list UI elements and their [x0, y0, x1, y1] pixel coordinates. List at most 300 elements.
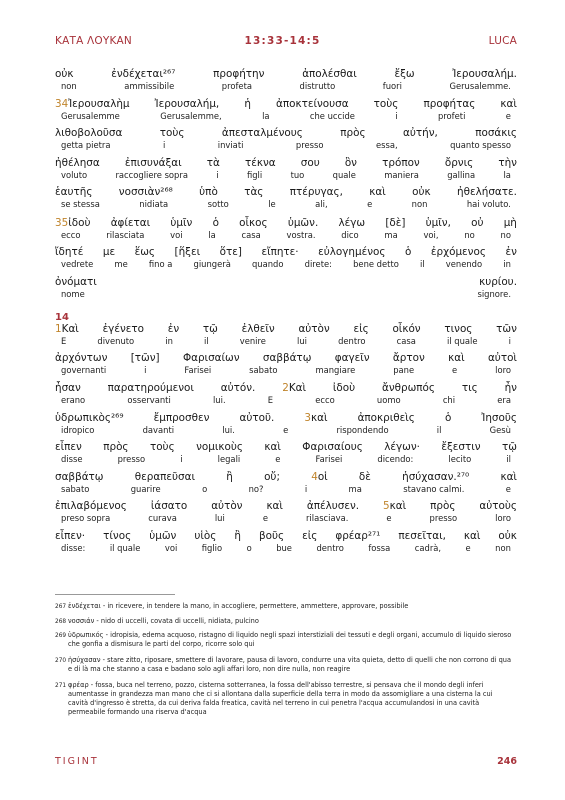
italian-word: voi	[170, 230, 183, 240]
italian-line	[55, 336, 517, 346]
greek-line	[55, 441, 517, 454]
greek-line	[55, 186, 517, 199]
italian-word: sabato	[61, 484, 90, 494]
greek-word: ἦσαν	[55, 382, 81, 394]
italian-line	[55, 289, 517, 299]
italian-word: profeta	[221, 81, 252, 91]
italian-word: i	[395, 111, 398, 121]
greek-word: καὶ	[266, 500, 283, 512]
italian-word: le	[268, 199, 276, 209]
italian-word: vedrete	[61, 259, 94, 269]
greek-line	[55, 68, 517, 81]
italian-word: sotto	[207, 199, 229, 209]
italian-line	[55, 230, 517, 240]
greek-word: πρὸς	[430, 500, 456, 512]
greek-word: 1Καὶ	[55, 323, 79, 335]
greek-line	[55, 127, 517, 140]
greek-word: λέγω	[338, 217, 366, 229]
italian-word: e	[505, 484, 511, 494]
greek-word: τοὺς	[149, 441, 175, 453]
greek-word: με	[102, 246, 116, 258]
greek-word: αὐτοὺς	[479, 500, 517, 512]
italian-word: no	[500, 230, 511, 240]
italian-word: e	[275, 454, 281, 464]
greek-word: ἀπεσταλμένους	[221, 127, 303, 139]
italian-word: quale	[332, 170, 356, 180]
italian-word: gallina	[447, 170, 476, 180]
greek-word: ποσάκις	[475, 127, 517, 139]
greek-word: αὐτόν.	[220, 382, 256, 394]
greek-word: ὑμῖν,	[425, 217, 451, 229]
greek-word: ὃν	[344, 157, 357, 169]
interlinear-line	[55, 98, 517, 121]
italian-word: stavano calmi.	[403, 484, 465, 494]
greek-word: εἶπεν·	[55, 530, 86, 542]
italian-word: raccogliere sopra	[115, 170, 188, 180]
greek-word: ἢ	[226, 471, 233, 483]
greek-word: ἐπισυνάξαι	[124, 157, 182, 169]
italian-word: rispondendo	[336, 425, 389, 435]
greek-word: Φαρισαίων	[182, 352, 240, 364]
greek-word: Ἰερουσαλήμ,	[154, 98, 220, 110]
greek-word: καὶ	[448, 352, 465, 364]
italian-word: signore.	[477, 289, 511, 299]
greek-word: πρὸς	[340, 127, 366, 139]
interlinear-line	[55, 323, 517, 346]
italian-word: cadrà,	[414, 543, 442, 553]
italian-word: bue	[276, 543, 292, 553]
italian-word: osservanti	[127, 395, 171, 405]
footnote	[55, 617, 515, 627]
italian-word: lui.	[222, 425, 235, 435]
greek-word: οὐ	[471, 217, 484, 229]
greek-word: καὶ	[500, 471, 517, 483]
greek-word: σαββάτῳ	[262, 352, 312, 364]
italian-word: divenuto	[97, 336, 135, 346]
greek-word: ἢ	[234, 530, 241, 542]
italian-word: getta pietra	[61, 140, 111, 150]
italian-word: i	[180, 454, 183, 464]
italian-word: figlio	[201, 543, 223, 553]
greek-word: 34Ἰερουσαλὴμ	[55, 98, 130, 110]
greek-word: βοῦς	[258, 530, 285, 542]
greek-word: ἕως	[134, 246, 156, 258]
greek-word: δὲ	[358, 471, 371, 483]
interlinear-line	[55, 471, 517, 494]
italian-word: chi	[442, 395, 456, 405]
italian-word: quanto spesso	[450, 140, 511, 150]
italian-word: dico	[341, 230, 359, 240]
greek-word: ἀρχόντων	[55, 352, 108, 364]
footnote	[55, 631, 515, 649]
greek-line	[55, 352, 517, 365]
italian-word: E	[61, 336, 67, 346]
italian-word: e	[452, 365, 458, 375]
italian-word: davanti	[142, 425, 175, 435]
greek-word: ἐγένετο	[102, 323, 144, 335]
interlinear-line	[55, 246, 517, 269]
italian-word: lui.	[212, 395, 226, 405]
italian-word: vostra.	[286, 230, 316, 240]
greek-word: τῷ	[202, 323, 218, 335]
footnote-text: ὑδρωπικός - idropisia, edema acquoso, ristagno di liquido negli spazi interstiziali dei tessuti e degli organi, accumulo di liquido sieroso che gonfia a dismisura le parti del corpo, ricorre solo qui	[68, 631, 512, 648]
italian-line	[55, 199, 517, 209]
italian-word: maniera	[384, 170, 419, 180]
italian-word: hai voluto.	[466, 199, 511, 209]
greek-word: νοσσιὰν²⁶⁸	[118, 186, 173, 198]
italian-line	[55, 81, 517, 91]
italian-word: ammissibile	[124, 81, 175, 91]
interlinear-line	[55, 500, 517, 523]
greek-word: ὁ	[212, 217, 219, 229]
italian-word: la	[262, 111, 270, 121]
greek-word: ὑδρωπικὸς²⁶⁹	[55, 412, 124, 424]
italian-word: inviati	[217, 140, 244, 150]
footnote-number: 271	[55, 683, 67, 689]
greek-word: τῶν	[496, 323, 517, 335]
footnote-divider	[55, 594, 175, 595]
italian-word: se stessa	[61, 199, 100, 209]
greek-word: Ἰησοῦς	[481, 412, 517, 424]
greek-word: ἐν	[167, 323, 180, 335]
footnote-text: ἡσύχασαν - stare zitto, riposare, smettere di lavorare, pausa di lavoro, condurre una vita quieta, detto di quelli che non corrono di qua e di là ma che stanno a casa e badano solo agli affari loro, non dire nulla, non reagire	[68, 656, 512, 673]
greek-word: ὄρνις	[444, 157, 474, 169]
greek-word: ἐν	[505, 246, 517, 258]
greek-word: υἱὸς	[194, 530, 217, 542]
greek-line	[55, 471, 517, 484]
greek-word: νομικοὺς	[196, 441, 243, 453]
footnote-number: 267	[55, 604, 67, 610]
italian-word: quando	[251, 259, 284, 269]
greek-word: οὐκ	[412, 186, 431, 198]
page-number: 246	[497, 756, 517, 767]
greek-word: προφήτην	[213, 68, 265, 80]
greek-word: 2Καὶ	[282, 382, 307, 394]
italian-word: ecco	[61, 230, 81, 240]
italian-word: che uccide	[309, 111, 355, 121]
italian-line	[55, 543, 517, 553]
greek-word: ὑμῖν	[170, 217, 193, 229]
italian-word: ali,	[315, 199, 328, 209]
greek-word: [ἥξει	[174, 246, 201, 258]
italian-word: governanti	[61, 365, 107, 375]
greek-word: αὐτοὶ	[487, 352, 517, 364]
italian-word: in	[165, 336, 173, 346]
greek-word: ἄνθρωπός	[381, 382, 435, 394]
greek-word: ὑμῶν.	[287, 217, 319, 229]
greek-word: ἡσύχασαν.²⁷⁰	[402, 471, 470, 483]
greek-word: εἰς	[302, 530, 318, 542]
book-title-italian: LUCA	[488, 35, 517, 47]
greek-word: εὐλογημένος	[318, 246, 386, 258]
interlinear-line	[55, 186, 517, 209]
greek-word: καὶ	[264, 441, 281, 453]
greek-line	[55, 323, 517, 336]
footnote-text: νοσσιάν - nido di uccelli, covata di uccelli, nidiata, pulcino	[68, 617, 259, 625]
italian-line	[55, 259, 517, 269]
greek-word: ἦν	[504, 382, 517, 394]
greek-word: ἴδητέ	[55, 246, 84, 258]
footnote-number: 270	[55, 658, 67, 664]
greek-line	[55, 500, 517, 513]
greek-word: οὔ;	[264, 471, 280, 483]
italian-word: Gerusalemme	[61, 111, 120, 121]
footnote	[55, 681, 515, 717]
greek-word: τοὺς	[373, 98, 399, 110]
greek-word: οὐκ	[498, 530, 517, 542]
italian-word: voi,	[423, 230, 439, 240]
italian-word: fino a	[148, 259, 173, 269]
italian-word: rilasciava.	[305, 513, 349, 523]
greek-word: τις	[461, 382, 478, 394]
italian-word: direte:	[304, 259, 332, 269]
greek-line	[55, 217, 517, 230]
greek-word: ἐπιλαβόμενος	[55, 500, 127, 512]
italian-word: fossa	[368, 543, 391, 553]
italian-word: figli	[246, 170, 263, 180]
greek-word: εἶπεν	[55, 441, 82, 453]
greek-word: ὑμῶν	[149, 530, 177, 542]
interlinear-line	[55, 530, 517, 553]
footnote-number: 268	[55, 619, 67, 625]
greek-word: ἠθελήσατε.	[457, 186, 517, 198]
greek-word: ἑαυτῆς	[55, 186, 93, 198]
italian-word: o	[246, 543, 252, 553]
italian-word: venire	[239, 336, 266, 346]
italian-word: nome	[61, 289, 85, 299]
italian-word: il	[436, 425, 442, 435]
italian-line	[55, 395, 517, 405]
italian-word: guarire	[130, 484, 161, 494]
greek-word: οὐκ	[55, 68, 74, 80]
publisher-mark: TIGINT	[55, 756, 99, 767]
italian-word: presso	[117, 454, 146, 464]
greek-line	[55, 98, 517, 111]
greek-word: καὶ	[463, 530, 481, 542]
greek-word: αὐτοῦ.	[239, 412, 275, 424]
interlinear-line	[55, 352, 517, 375]
greek-word: ἰδοὺ	[332, 382, 356, 394]
interlinear-line	[55, 157, 517, 180]
italian-word: voi	[164, 543, 178, 553]
italian-word: disse:	[61, 543, 86, 553]
italian-word: rilasciata	[106, 230, 145, 240]
greek-word: τίνος	[103, 530, 132, 542]
greek-word: παρατηρούμενοι	[107, 382, 194, 394]
greek-word: καὶ	[500, 98, 517, 110]
italian-word: venendo	[445, 259, 483, 269]
footnote-number: 269	[55, 633, 67, 639]
italian-word: non	[495, 543, 511, 553]
greek-word: λέγων·	[384, 441, 420, 453]
greek-word: αὐτὸν	[211, 500, 243, 512]
italian-word: i	[216, 170, 219, 180]
greek-word: οἶκος	[239, 217, 268, 229]
greek-word: 4οἱ	[311, 471, 328, 483]
greek-word: θεραπεῦσαι	[134, 471, 196, 483]
italian-word: i	[144, 365, 147, 375]
italian-word: no?	[248, 484, 264, 494]
greek-word: μὴ	[503, 217, 517, 229]
chapter-number: 14	[55, 312, 69, 323]
italian-word: il	[506, 454, 511, 464]
greek-word: ἐλθεῖν	[241, 323, 275, 335]
italian-word: me	[114, 259, 128, 269]
greek-word: πεσεῖται,	[398, 530, 446, 542]
italian-line	[55, 140, 517, 150]
italian-word: dentro	[316, 543, 344, 553]
italian-word: sabato	[249, 365, 278, 375]
greek-line	[55, 382, 517, 395]
interlinear-line	[55, 127, 517, 150]
italian-word: Farisei	[315, 454, 343, 464]
greek-word: τὰς	[244, 186, 264, 198]
italian-word: e	[386, 513, 392, 523]
greek-word: ὁ	[444, 412, 452, 424]
italian-word: la	[503, 170, 511, 180]
italian-word: lui	[297, 336, 307, 346]
greek-word: ὑπὸ	[199, 186, 218, 198]
greek-word: τοὺς	[159, 127, 185, 139]
italian-word: nidiata	[139, 199, 169, 209]
italian-word: in	[503, 259, 511, 269]
greek-word: 35ἰδοὺ	[55, 217, 91, 229]
greek-word: ἔξω	[394, 68, 415, 80]
italian-word: Gerusalemme,	[160, 111, 222, 121]
italian-word: il quale	[109, 543, 141, 553]
greek-word: πρὸς	[103, 441, 129, 453]
italian-word: i	[304, 484, 308, 494]
greek-word: σαββάτῳ	[55, 471, 104, 483]
greek-word: καὶ	[369, 186, 386, 198]
interlinear-line	[55, 68, 517, 91]
greek-word: ἰάσατο	[150, 500, 188, 512]
greek-word: εἴπητε·	[261, 246, 299, 258]
italian-word: non	[411, 199, 428, 209]
italian-word: lecito	[448, 454, 472, 464]
greek-word: ἡ	[244, 98, 251, 110]
italian-line	[55, 170, 517, 180]
italian-word: ecco	[315, 395, 335, 405]
greek-word: ὅτε]	[219, 246, 242, 258]
italian-word: e	[367, 199, 373, 209]
interlinear-line	[55, 382, 517, 405]
italian-word: E	[267, 395, 274, 405]
italian-word: e	[262, 513, 268, 523]
italian-word: preso sopra	[61, 513, 111, 523]
italian-word: presso	[429, 513, 458, 523]
footnote-text: ἐνδέχεται - in ricevere, in tendere la mano, in accogliere, permettere, ammettere, approvare, possibile	[68, 602, 409, 610]
greek-word: εἰς	[353, 323, 369, 335]
greek-word: τινος	[444, 323, 473, 335]
greek-word: τῷ	[502, 441, 517, 453]
italian-word: ma	[348, 484, 362, 494]
italian-line	[55, 111, 517, 121]
greek-line	[55, 276, 517, 289]
greek-line	[55, 412, 517, 425]
greek-word: Ἰερουσαλήμ.	[452, 68, 517, 80]
greek-word: κυρίου.	[479, 276, 517, 288]
greek-word: τέκνα	[244, 157, 276, 169]
greek-line	[55, 246, 517, 259]
greek-word: αὐτὸν	[298, 323, 330, 335]
greek-word: οἶκόν	[392, 323, 421, 335]
italian-word: mangiare	[315, 365, 356, 375]
italian-word: curava	[148, 513, 177, 523]
italian-word: i	[508, 336, 511, 346]
greek-word: φαγεῖν	[334, 352, 370, 364]
italian-word: Gerusalemme.	[449, 81, 511, 91]
greek-word: 5καὶ	[383, 500, 407, 512]
greek-word: ὀνόματι	[55, 276, 97, 288]
book-title-greek: ΚΑΤΑ ΛΟΥΚΑΝ	[55, 35, 132, 47]
footnote-text: φρέαρ - fossa, buca nel terreno, pozzo, cisterna sotterranea, la fossa dell'abisso terrestre, si pensava che il mondo degli inferi aumentasse in grandezza man mano che ci si allontana dalla superficie della terra in modo da assomigliare a una cisterna la cui cavità d'ingresso è stretta, da cui deriva falda freatica, cavità nel terreno in cui penetra l'acqua accumulandosi in una cavità permeabile formando una riserva d'acqua	[68, 681, 493, 716]
italian-line	[55, 484, 517, 494]
greek-word: ἐρχόμενος	[430, 246, 486, 258]
greek-word: λιθοβολοῦσα	[55, 127, 123, 139]
footnote	[55, 602, 515, 612]
italian-word: e	[465, 543, 471, 553]
footnote	[55, 656, 515, 674]
greek-word: τὰ	[206, 157, 220, 169]
greek-word: τὴν	[498, 157, 517, 169]
greek-word: φρέαρ²⁷¹	[335, 530, 381, 542]
greek-word: ἀποκριθεὶς	[357, 412, 415, 424]
greek-word: ἐνδέχεται²⁶⁷	[111, 68, 176, 80]
italian-word: ma	[384, 230, 398, 240]
greek-word: αὐτήν,	[403, 127, 438, 139]
greek-word: [τῶν]	[130, 352, 160, 364]
italian-line	[55, 365, 517, 375]
italian-word: Farisei	[184, 365, 212, 375]
italian-word: disse	[61, 454, 83, 464]
italian-word: il quale	[446, 336, 478, 346]
italian-word: erano	[61, 395, 86, 405]
greek-word: Φαρισαίους	[302, 441, 363, 453]
greek-word: ὁ	[405, 246, 412, 258]
italian-word: casa	[241, 230, 261, 240]
italian-word: pane	[393, 365, 415, 375]
italian-word: idropico	[61, 425, 95, 435]
greek-word: προφήτας	[423, 98, 476, 110]
italian-word: tuo	[290, 170, 305, 180]
interlinear-line	[55, 276, 517, 299]
interlinear-line	[55, 217, 517, 240]
italian-word: o	[202, 484, 208, 494]
italian-word: legali	[217, 454, 241, 464]
italian-word: profeti	[437, 111, 466, 121]
italian-word: e	[283, 425, 289, 435]
italian-line	[55, 454, 517, 464]
italian-line	[55, 513, 517, 523]
italian-word: casa	[396, 336, 416, 346]
italian-line	[55, 425, 517, 435]
greek-word: σου	[300, 157, 320, 169]
greek-word: ἀφίεται	[110, 217, 151, 229]
italian-word: essa,	[375, 140, 398, 150]
greek-word: [δὲ]	[385, 217, 406, 229]
italian-word: bene detto	[353, 259, 399, 269]
greek-word: ἀπολέσθαι	[302, 68, 357, 80]
italian-word: voluto	[61, 170, 88, 180]
greek-word: ἀποκτείνουσα	[276, 98, 349, 110]
italian-word: dicendo:	[377, 454, 414, 464]
greek-word: πτέρυγας,	[289, 186, 343, 198]
interlinear-line	[55, 412, 517, 435]
italian-word: i	[162, 140, 166, 150]
greek-line	[55, 157, 517, 170]
italian-word: il	[204, 336, 209, 346]
